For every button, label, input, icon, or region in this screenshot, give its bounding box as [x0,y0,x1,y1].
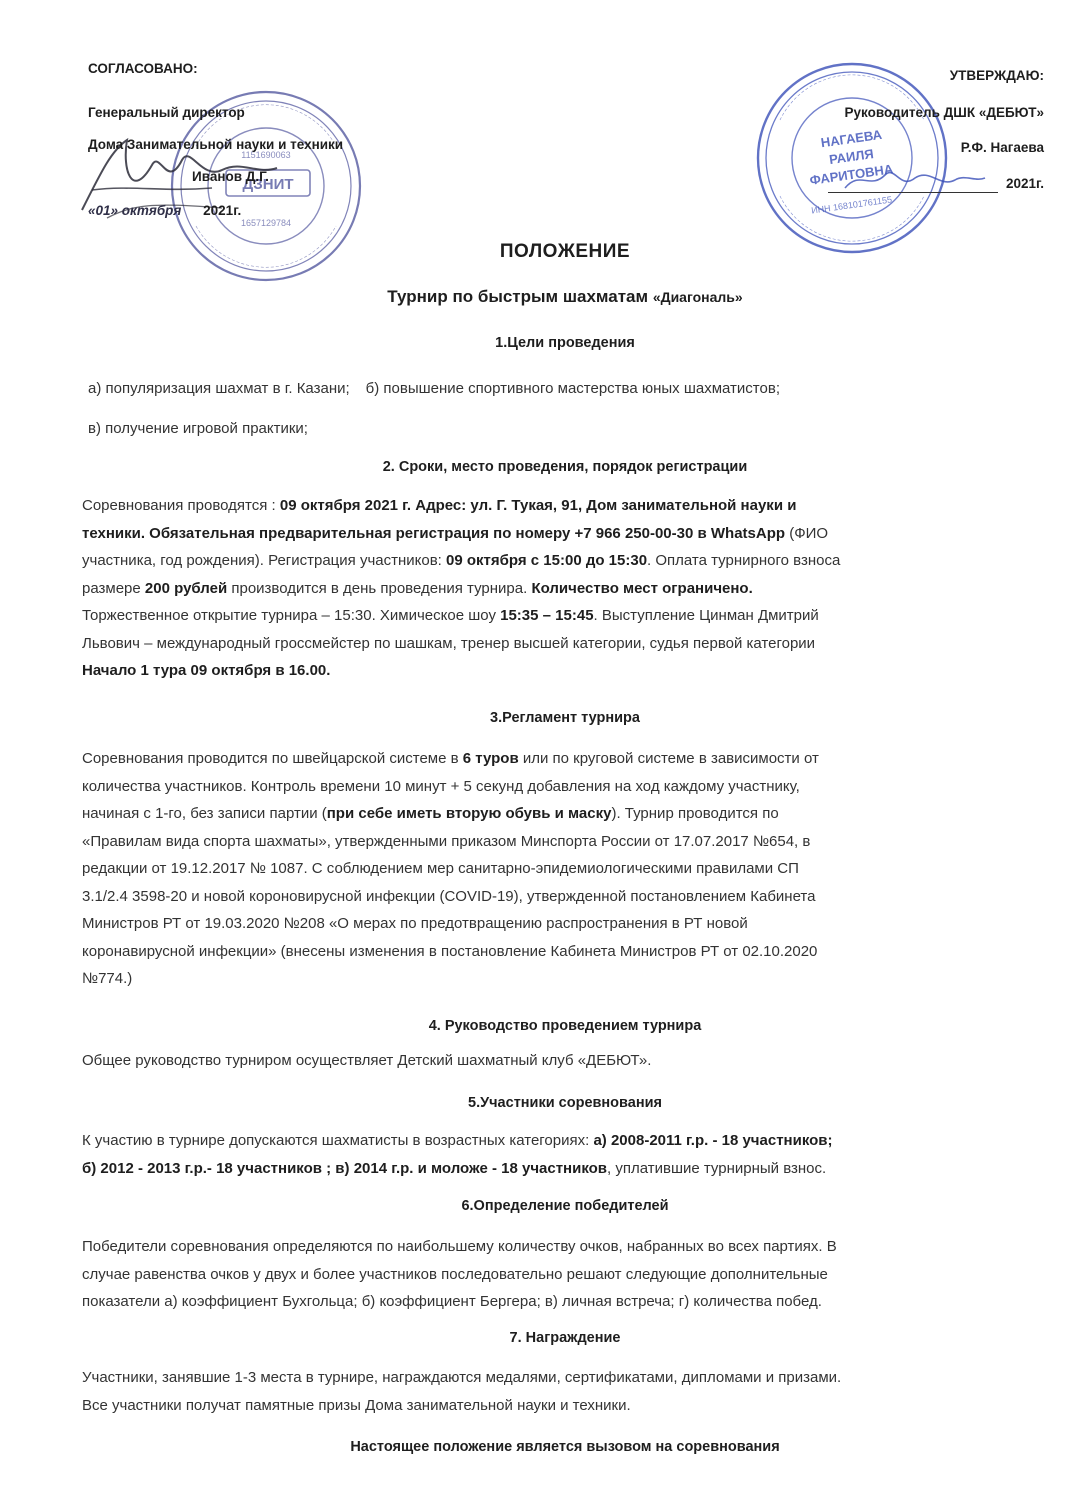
signature-right [840,160,990,200]
s3-line-3-end: ). Турнир проводится по [611,805,779,822]
s3-line-9: №774.) [82,970,133,987]
s2-line-3-end: . Оплата турнирного взноса [647,552,841,569]
s2-round-start: Начало 1 тура 09 октября в 16.00. [82,662,331,679]
signature-line-right [828,192,998,193]
s3-line-4: «Правилам вида спорта шахматы», утвержденными приказом Минспорта России от 17.07.2017 №654, в [82,832,811,850]
s3-line-6: 3.1/2.4 3598-20 и новой короновирусной инфекции (COVID-19), утвержденной постановлением Кабинета [82,887,816,905]
s3-line-5: редакции от 19.12.2017 № 1087. С соблюдением мер санитарно-эпидемиологическими правилами СП [82,860,799,877]
s2-line-2: (ФИО [785,524,829,542]
section-1-heading: 1.Цели проведения [495,335,635,351]
section-5-heading: 5.Участники соревнования [468,1095,662,1111]
s5-line-1: К участию в турнире допускаются шахматисты в возрастных категориях: [82,1132,594,1149]
s3-rounds: 6 туров [462,750,519,767]
document-subtitle [0,287,1090,307]
section-2-text [82,492,1052,685]
goal-b: б) повышение спортивного мастерства юных шахматистов; [365,380,780,397]
organization-seal-right [752,58,952,258]
s3-line-7: Министров РТ от 19.03.2020 №208 «О мерах по предотвращению распространения в РТ новой [82,915,748,932]
s7-line-2: Все участники получат памятные призы Дома занимательной науки и техники. [82,1396,631,1414]
approval-label-left: СОГЛАСОВАНО: [88,61,198,76]
approver-name-left: Иванов Д.Г. [192,169,269,184]
s6-line-3: показатели а) коэффициент Бухгольца; б) коэффициент Бергера; в) личная встреча; г) количества побед. [82,1293,822,1310]
s7-line-1: Участники, занявшие 1-3 места в турнире, награждаются медалями, сертификатами, дипломами и призами. [82,1369,842,1386]
s2-registration-time: 09 октября с 15:00 до 15:30 [446,552,648,569]
goal-a: а) популяризация шахмат в г. Казани; [88,380,350,397]
s3-line-2: количества участников. Контроль времени 10 минут + 5 секунд добавления на ход каждому участнику, [82,777,800,795]
approval-date-left-day: «01» октября [88,203,182,218]
s2-line-6: Львович – международный гроссмейстер по шашкам, тренер высшей категории, судья первой категории [82,634,816,652]
document-title: ПОЛОЖЕНИЕ [499,241,631,262]
s3-shoes-mask: при себе иметь вторую обувь и маску [326,805,612,822]
s4-line-1: Общее руководство турниром осуществляет Детский шахматный клуб «ДЕБЮТ». [82,1052,652,1069]
s2-line-4-mid: производится в день проведения турнира. [227,579,532,597]
s6-line-1: Победители соревнования определяются по наибольшему количеству очков, набранных во всех партиях. В [82,1238,837,1255]
section-6-heading: 6.Определение победителей [461,1198,669,1214]
section-4-text [82,1047,1052,1075]
s3-line-8: коронавирусной инфекции» (внесены изменения в постановление Кабинета Министров РТ от 02.10.2020 [82,942,818,960]
s2-line-3: участника, год рождения). Регистрация участников: [82,552,447,569]
s2-fee: 200 рублей [144,579,228,597]
approval-date-right-year: 2021г. [1005,176,1044,191]
svg-text:НАГАЕВА: НАГАЕВА [819,126,883,151]
section-1-text [88,375,1058,442]
approval-date-left [88,204,241,218]
subtitle-main: Турнир по быстрым шахматам [387,287,653,306]
svg-text:РАИЛЯ: РАИЛЯ [828,146,875,168]
s5-category-bc: б) 2012 - 2013 г.р.- 18 участников ; в) 2014 г.р. и моложе - 18 участников [82,1159,608,1177]
section-3-heading: 3.Регламент турнира [490,710,640,726]
section-6-text [82,1233,1052,1316]
approver-position-right: Руководитель ДШК «ДЕБЮТ» [844,105,1044,120]
s2-line-5-end: . Выступление Цинман Дмитрий [593,607,819,624]
section-4-heading: 4. Руководство проведением турнира [428,1018,702,1034]
s2-line-5: Торжественное открытие турнира – 15:30. Химическое шоу [82,607,501,624]
approval-date-left-year: 2021г. [203,203,242,218]
s3-line-1: Соревнования проводится по швейцарской системе в [82,750,463,767]
section-7-text [82,1364,1052,1419]
s2-line-4: размере [82,579,145,597]
approver-name-right: Р.Ф. Нагаева [960,140,1044,155]
s2-date-address: 09 октября 2021 г. Адрес: ул. Г. Тукая, 91, Дом занимательной науки и [279,497,797,514]
tournament-name: «Диагональ» [652,289,743,305]
s5-line-2-end: , уплатившие турнирный взнос. [607,1159,827,1177]
svg-text:1151690063: 1151690063 [241,150,291,160]
section-2-heading: 2. Сроки, место проведения, порядок регистрации [382,459,748,475]
s2-registration-phone: техники. Обязательная предварительная регистрация по номеру +7 966 250-00-30 в WhatsApp [82,524,786,542]
approval-label-right: УТВЕРЖДАЮ: [949,68,1044,83]
s6-line-2: случае равенства очков у двух и более участников последовательно решают следующие дополнительные [82,1265,828,1283]
svg-text:ДЗНИТ: ДЗНИТ [242,176,294,193]
s3-line-3: начиная с 1-го, без записи партии ( [82,805,327,822]
s2-line-1: Соревнования проводятся : [82,497,280,514]
svg-text:ИНН 168101761155: ИНН 168101761155 [810,194,893,216]
s5-category-a: а) 2008-2011 г.р. - 18 участников; [593,1132,833,1149]
approver-position-left: Генеральный директор [88,105,245,120]
section-5-text [82,1127,1052,1182]
svg-text:ФАРИТОВНА: ФАРИТОВНА [808,161,895,188]
document-footer: Настоящее положение является вызовом на соревнования [350,1439,780,1455]
section-7-heading: 7. Награждение [509,1330,621,1346]
approver-org-left: Дома Занимательной науки и техники [88,137,344,152]
section-3-text [82,745,1052,993]
s2-show-time: 15:35 – 15:45 [500,607,594,624]
s2-limited-places: Количество мест ограничено. [531,579,753,597]
svg-text:1657129784: 1657129784 [240,218,292,228]
goal-c: в) получение игровой практики; [88,419,308,437]
s3-line-1-end: или по круговой системе в зависимости от [518,750,819,767]
